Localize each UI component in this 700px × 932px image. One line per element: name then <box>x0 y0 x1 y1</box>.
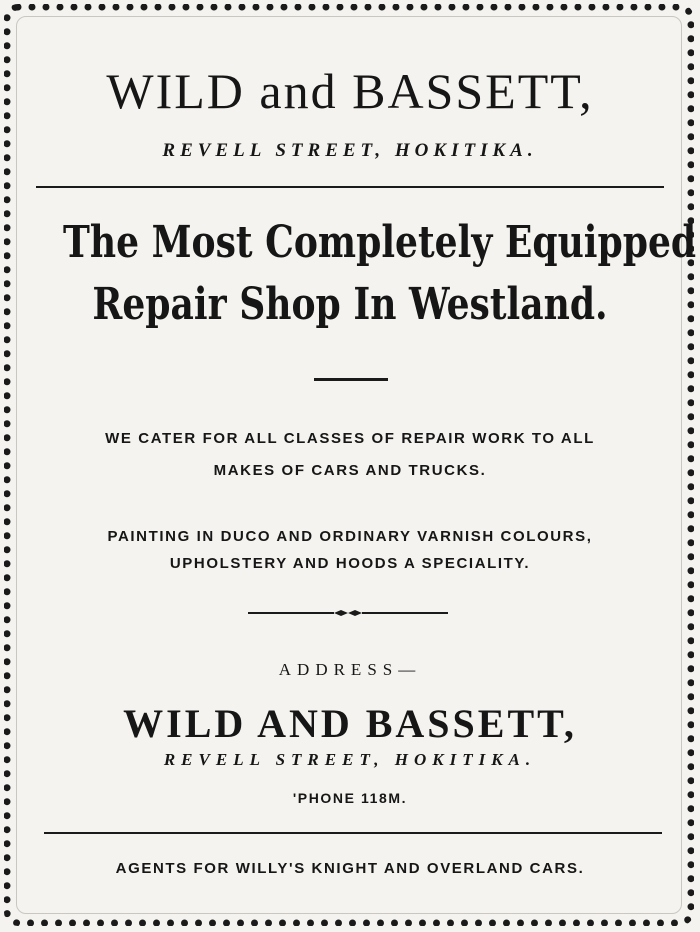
firm-name-heading: WILD and BASSETT, <box>106 63 594 119</box>
firm-name-address: WILD AND BASSETT, <box>123 701 577 746</box>
address-label: ADDRESS— <box>278 660 422 679</box>
headline-line-2: Repair Shop In Westland. <box>92 279 608 330</box>
services-line-1: WE CATER FOR ALL CLASSES OF REPAIR WORK TO ALL <box>105 430 595 447</box>
street-address-2: REVELL STREET, HOKITIKA. <box>163 750 537 769</box>
bottom-divider <box>44 832 662 834</box>
ornament-divider <box>248 609 448 617</box>
services-line-2: MAKES OF CARS AND TRUCKS. <box>213 462 487 479</box>
phone-number: 'PHONE 118M. <box>292 790 408 806</box>
agents-line: AGENTS FOR WILLY'S KNIGHT AND OVERLAND CARS. <box>115 860 585 877</box>
headline-line-1: The Most Completely Equipped <box>63 217 697 268</box>
top-divider <box>36 186 664 188</box>
short-rule <box>314 378 388 381</box>
street-address: REVELL STREET, HOKITIKA. <box>162 140 538 161</box>
services-line-3: PAINTING IN DUCO AND ORDINARY VARNISH COLOURS, <box>107 528 593 545</box>
services-line-4: UPHOLSTERY AND HOODS A SPECIALITY. <box>169 555 531 572</box>
